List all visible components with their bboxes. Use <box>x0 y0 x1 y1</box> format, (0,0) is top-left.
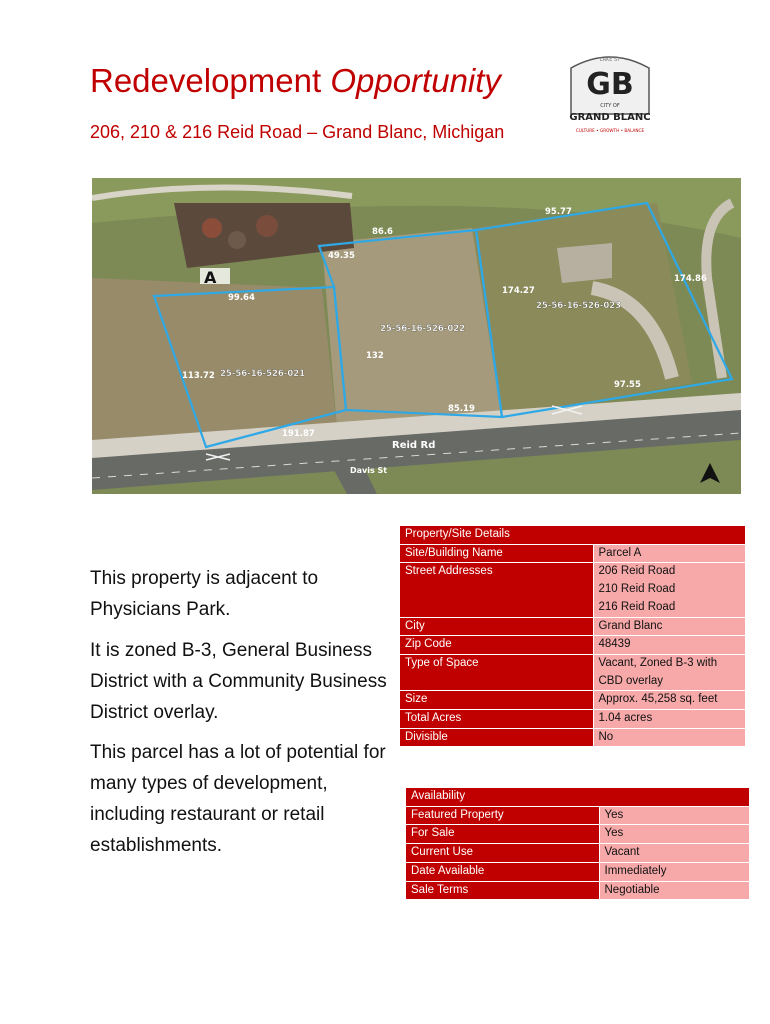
dimension-label: 95.77 <box>545 207 572 217</box>
value-line: CBD overlay <box>598 674 664 687</box>
table-row <box>400 563 745 617</box>
table-row <box>406 844 749 863</box>
table-row <box>406 862 749 881</box>
table-row <box>400 710 745 729</box>
page-title <box>90 62 501 100</box>
value-line: Parcel A <box>598 546 642 559</box>
value-line: 216 Reid Road <box>598 600 676 613</box>
street-label: Davis St <box>350 466 388 475</box>
logo-tagline: CULTURE • GROWTH • BALANCE <box>575 128 645 133</box>
table-row <box>400 544 745 563</box>
dimension-label: 49.35 <box>328 251 355 261</box>
row-value: Vacant <box>599 844 749 863</box>
dimension-label: 86.6 <box>372 227 393 237</box>
logo-name: GRAND BLANC <box>569 112 651 123</box>
table-row <box>400 728 745 747</box>
dimension-label: 97.55 <box>614 380 641 390</box>
row-value: Yes <box>599 806 749 825</box>
aerial-map <box>92 178 741 494</box>
road-label: Reid Rd <box>392 440 436 451</box>
description-paragraph: This parcel has a lot of potential for many types of development, including restaurant or retail establishments. <box>90 742 386 856</box>
row-label: Type of Space <box>400 654 593 690</box>
description-paragraph: This property is adjacent to Physicians Park. <box>90 568 319 620</box>
value-line: No <box>598 730 614 743</box>
row-value <box>593 654 745 690</box>
city-logo <box>565 48 655 140</box>
row-value <box>593 617 745 636</box>
dimension-label: 174.27 <box>502 286 535 296</box>
row-value: Immediately <box>599 862 749 881</box>
title-emphasis: Opportunity <box>330 62 501 99</box>
property-details-heading: Property/Site Details <box>400 526 745 544</box>
row-label: Total Acres <box>400 710 593 729</box>
row-value <box>593 636 745 655</box>
row-label: Site/Building Name <box>400 544 593 563</box>
table-row <box>400 654 745 690</box>
row-value: Yes <box>599 825 749 844</box>
description-paragraph: It is zoned B-3, General Business District with a Community Business District overlay. <box>90 640 387 723</box>
table-header-row <box>400 526 745 544</box>
dimension-label: 113.72 <box>182 371 215 381</box>
dimension-label: 132 <box>366 351 384 361</box>
row-value <box>593 563 745 617</box>
page-subtitle: 206, 210 & 216 Reid Road – Grand Blanc, Michigan <box>90 122 505 142</box>
logo-top-text: LAKE ST <box>599 57 621 63</box>
value-line: Approx. 45,258 sq. feet <box>598 693 718 706</box>
dimension-label: 174.86 <box>674 274 707 284</box>
row-label: Divisible <box>400 728 593 747</box>
availability-table <box>406 788 749 900</box>
value-line: 1.04 acres <box>598 712 653 725</box>
logo-monogram: GB <box>586 67 634 102</box>
parcel-id-label: 25-56-16-526-023 <box>536 301 622 311</box>
value-line: 210 Reid Road <box>598 583 676 596</box>
dimension-label: 85.19 <box>448 404 475 414</box>
table-row <box>400 691 745 710</box>
table-row <box>400 617 745 636</box>
table-row <box>406 806 749 825</box>
row-label: For Sale <box>406 825 599 844</box>
row-label: City <box>400 617 593 636</box>
row-value <box>593 728 745 747</box>
property-details-table <box>400 526 745 747</box>
availability-heading: Availability <box>406 788 749 806</box>
table-row <box>406 881 749 900</box>
row-label: Date Available <box>406 862 599 881</box>
table-header-row <box>406 788 749 806</box>
table-row <box>400 636 745 655</box>
row-value <box>593 544 745 563</box>
title-main: Redevelopment <box>90 62 322 99</box>
row-label: Current Use <box>406 844 599 863</box>
row-label: Size <box>400 691 593 710</box>
row-value <box>593 710 745 729</box>
value-line: 206 Reid Road <box>598 565 676 578</box>
map-label-a: A <box>204 268 217 287</box>
dimension-label: 99.64 <box>228 293 255 303</box>
parcel-id-label: 25-56-16-526-021 <box>220 369 306 379</box>
table-row <box>406 825 749 844</box>
value-line: Vacant, Zoned B-3 with <box>598 656 718 669</box>
row-value <box>593 691 745 710</box>
row-label: Sale Terms <box>406 881 599 900</box>
row-value: Negotiable <box>599 881 749 900</box>
row-label: Featured Property <box>406 806 599 825</box>
row-label: Zip Code <box>400 636 593 655</box>
parcel-id-label: 25-56-16-526-022 <box>380 324 466 334</box>
logo-small-text: CITY OF <box>600 103 620 109</box>
row-label: Street Addresses <box>400 563 593 617</box>
value-line: 48439 <box>598 638 631 651</box>
value-line: Grand Blanc <box>598 619 663 632</box>
dimension-label: 191.87 <box>282 429 315 439</box>
